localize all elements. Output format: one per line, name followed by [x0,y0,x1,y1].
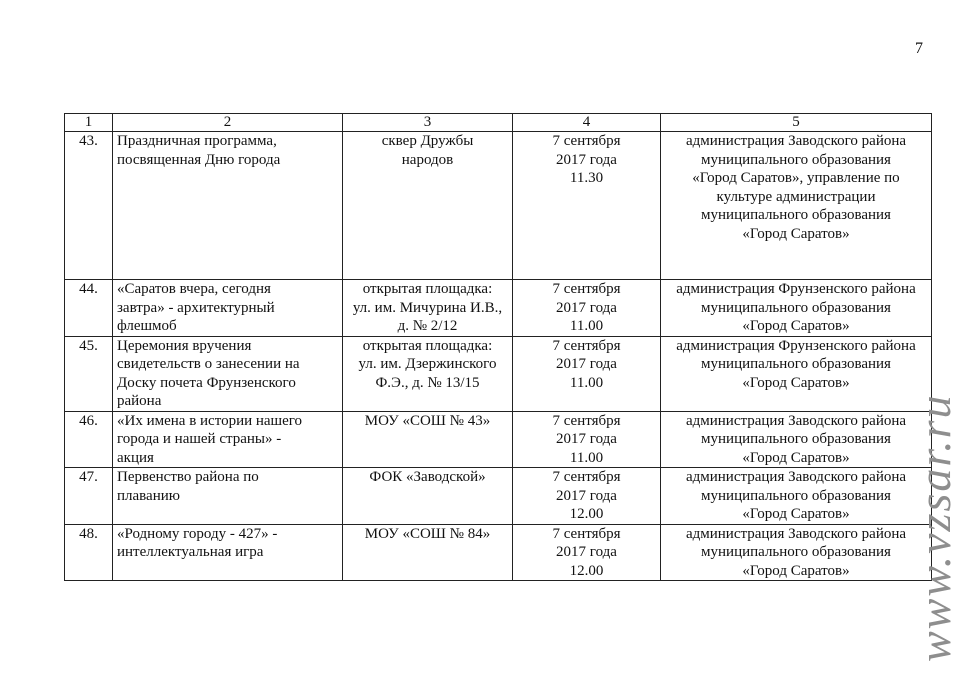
place-line: МОУ «СОШ № 84» [364,525,491,542]
row-number: 48. [65,524,113,581]
organizer-line: администрация Заводского района [685,469,907,485]
header-col-3: 3 [343,114,513,132]
date-line: 2017 года [556,356,617,372]
table-row [65,132,932,280]
table-row [65,336,932,411]
date-line: 11.00 [569,374,604,391]
organizer-line: культуре администрации [716,188,876,205]
date-line: 7 сентября [552,337,621,354]
date-line: 12.00 [569,506,604,522]
organizer-line: муниципального образования [701,487,891,504]
date-line: 11.00 [569,318,604,334]
date-line: 2017 года [556,431,617,447]
event-date-cell [513,411,661,468]
organizer-line: муниципального образования [701,544,891,560]
organizer-line: муниципального образования [701,299,891,316]
date-line: 2017 года [556,299,617,316]
organizer-cell [661,132,932,280]
table-row [65,468,932,525]
event-name-cell [113,411,343,468]
event-place-cell [343,280,513,337]
event-line: Первенство района по [117,469,259,485]
row-number: 46. [65,411,113,468]
date-line: 11.00 [569,449,604,466]
organizer-line: «Город Саратов» [742,449,850,466]
event-line: завтра» - архитектурный [117,299,275,316]
place-line: ФОК «Заводской» [369,469,486,485]
organizer-line: администрация Заводского района [685,525,907,542]
event-line: свидетельств о занесении на [117,356,300,372]
event-line: района [117,393,162,409]
event-place-cell [343,411,513,468]
place-line: народов [401,151,454,168]
date-line: 7 сентября [552,525,621,542]
event-name-cell [113,280,343,337]
organizer-line: муниципального образования [701,151,891,168]
place-line: д. № 2/12 [397,318,458,334]
event-line: города и нашей страны» - [117,431,282,447]
event-line: Праздничная программа, [117,133,277,149]
event-line: Церемония вручения [117,337,252,354]
event-name-cell [113,468,343,525]
event-line: «Родному городу - 427» - [117,525,278,542]
organizer-line: «Город Саратов» [742,225,850,242]
header-col-2: 2 [113,114,343,132]
organizer-line: администрация Заводского района [685,133,907,149]
organizer-line: администрация Фрунзенского района [676,281,916,297]
organizer-line: администрация Заводского района [685,412,907,429]
date-line: 2017 года [556,151,617,168]
row-number: 45. [65,336,113,411]
organizer-cell [661,468,932,525]
events-table [64,113,932,581]
event-date-cell [513,524,661,581]
event-date-cell [513,280,661,337]
organizer-line: муниципального образования [701,356,891,372]
table-row [65,280,932,337]
organizer-line: администрация Фрунзенского района [676,337,916,354]
organizer-line: «Город Саратов», управление по [692,170,900,186]
header-col-4: 4 [513,114,661,132]
event-place-cell [343,336,513,411]
organizer-cell [661,524,932,581]
date-line: 7 сентября [552,469,621,485]
event-name-cell [113,132,343,280]
table-row [65,411,932,468]
place-line: открытая площадка: [362,337,493,354]
event-line: Доску почета Фрунзенского [117,374,296,391]
header-col-1: 1 [65,114,113,132]
event-name-cell [113,336,343,411]
date-line: 12.00 [569,562,604,579]
header-col-5: 5 [661,114,932,132]
watermark: www.vzsar.ru [909,393,960,662]
date-line: 7 сентября [552,133,621,149]
organizer-line: «Город Саратов» [742,506,850,522]
event-line: плаванию [117,487,180,504]
row-number: 44. [65,280,113,337]
event-line: посвященная Дню города [117,151,281,168]
page-number: 7 [915,40,923,57]
organizer-cell [661,411,932,468]
row-number: 47. [65,468,113,525]
organizer-cell [661,280,932,337]
date-line: 11.30 [569,170,604,186]
place-line: Ф.Э., д. № 13/15 [375,374,480,391]
event-place-cell [343,468,513,525]
event-place-cell [343,132,513,280]
event-date-cell [513,336,661,411]
table-header-row [65,114,932,132]
organizer-line: «Город Саратов» [742,318,850,334]
place-line: ул. им. Дзержинского [358,356,497,372]
organizer-line: «Город Саратов» [742,562,850,579]
event-line: «Саратов вчера, сегодня [117,281,271,297]
row-number: 43. [65,132,113,280]
event-date-cell [513,468,661,525]
event-line: флешмоб [117,318,177,334]
event-line: акция [117,449,154,466]
date-line: 7 сентября [552,412,621,429]
event-name-cell [113,524,343,581]
date-line: 7 сентября [552,281,621,297]
event-date-cell [513,132,661,280]
organizer-line: муниципального образования [701,207,891,223]
event-line: интеллектуальная игра [117,544,264,560]
place-line: МОУ «СОШ № 43» [364,412,491,429]
table-row [65,524,932,581]
organizer-line: «Город Саратов» [742,374,850,391]
organizer-cell [661,336,932,411]
event-line: «Их имена в истории нашего [117,412,303,429]
place-line: ул. им. Мичурина И.В., [352,299,503,316]
place-line: сквер Дружбы [381,133,474,149]
organizer-line: муниципального образования [701,431,891,447]
event-place-cell [343,524,513,581]
date-line: 2017 года [556,487,617,504]
date-line: 2017 года [556,544,617,560]
place-line: открытая площадка: [362,281,493,297]
